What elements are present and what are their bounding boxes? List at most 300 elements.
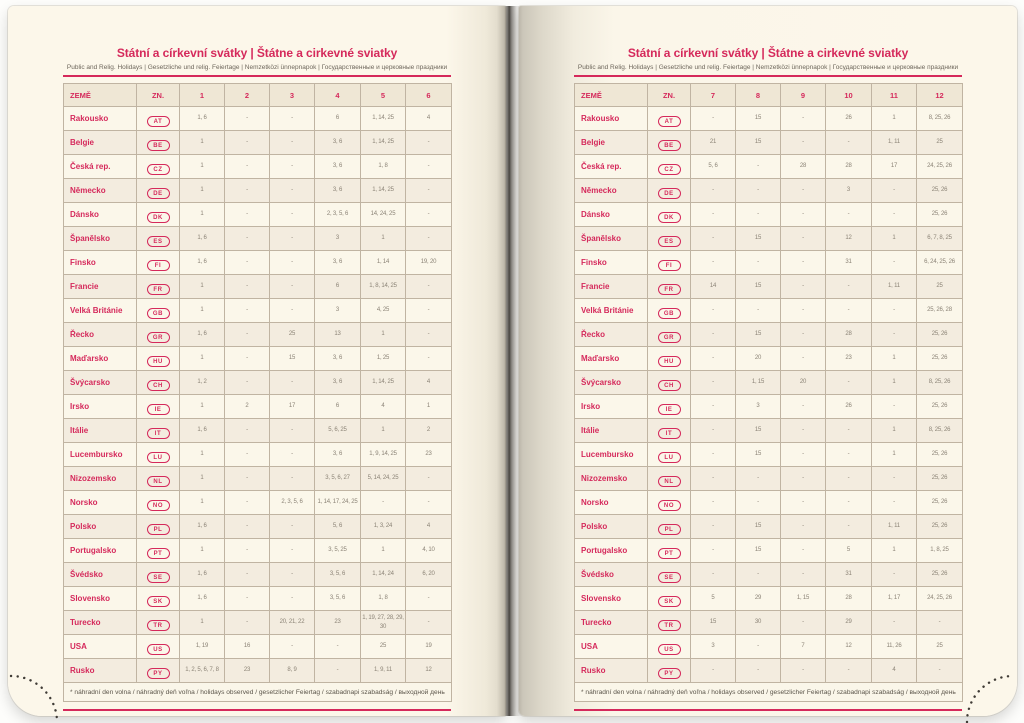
holiday-days-cell: 15 xyxy=(736,443,781,467)
country-name: Dánsko xyxy=(64,203,137,227)
table-row xyxy=(64,155,452,179)
country-code-badge: BE xyxy=(147,140,170,151)
holiday-days-cell: - xyxy=(826,299,872,323)
holiday-days-cell: 1, 15 xyxy=(781,587,826,611)
holiday-days-cell: - xyxy=(691,467,736,491)
holiday-days-cell: 25 xyxy=(361,635,406,659)
holiday-days-cell: - xyxy=(406,299,452,323)
country-name: Nizozemsko xyxy=(64,467,137,491)
holiday-days-cell: - xyxy=(225,515,270,539)
holiday-days-cell: 21 xyxy=(691,131,736,155)
holiday-days-cell: 15 xyxy=(736,107,781,131)
holiday-days-cell: 25, 26 xyxy=(917,467,963,491)
holiday-days-cell: 25, 26 xyxy=(917,203,963,227)
holiday-days-cell: - xyxy=(781,443,826,467)
country-code-cell xyxy=(648,611,691,635)
holiday-days-cell: 25, 26 xyxy=(917,443,963,467)
table-row xyxy=(64,299,452,323)
country-name: Irsko xyxy=(64,395,137,419)
country-code-cell xyxy=(137,611,180,635)
holiday-days-cell: 4 xyxy=(406,515,452,539)
holiday-days-cell: 1, 6 xyxy=(180,419,225,443)
country-name: Švédsko xyxy=(575,563,648,587)
holiday-days-cell: 3, 6 xyxy=(315,251,361,275)
country-code-cell xyxy=(648,347,691,371)
holiday-days-cell: 5, 6, 25 xyxy=(315,419,361,443)
country-code-badge: FI xyxy=(147,260,170,271)
holiday-days-cell: - xyxy=(736,299,781,323)
table-row xyxy=(64,491,452,515)
holiday-days-cell: - xyxy=(225,155,270,179)
table-row xyxy=(64,107,452,131)
country-code-badge: ES xyxy=(658,236,681,247)
country-name: Turecko xyxy=(64,611,137,635)
holiday-days-cell: 3, 5, 6, 27 xyxy=(315,467,361,491)
holiday-days-cell: - xyxy=(781,275,826,299)
holiday-days-cell: - xyxy=(225,299,270,323)
holiday-days-cell: 25, 26, 28 xyxy=(917,299,963,323)
holiday-days-cell: 1, 6 xyxy=(180,107,225,131)
holiday-days-cell: - xyxy=(406,227,452,251)
holiday-days-cell: 23 xyxy=(225,659,270,683)
holiday-days-cell: - xyxy=(781,467,826,491)
holiday-days-cell: 1 xyxy=(872,371,917,395)
holiday-days-cell: 1, 6 xyxy=(180,251,225,275)
holiday-days-cell: - xyxy=(872,563,917,587)
holiday-days-cell: - xyxy=(736,203,781,227)
page-title: Státní a církevní svátky | Štátne a cirkevné sviatky xyxy=(627,46,909,60)
country-code-cell xyxy=(137,587,180,611)
holiday-days-cell: - xyxy=(826,515,872,539)
table-row xyxy=(64,419,452,443)
table-row xyxy=(64,203,452,227)
country-name: Finsko xyxy=(575,251,648,275)
holiday-days-cell: 1, 8, 25 xyxy=(917,539,963,563)
country-name: Lucembursko xyxy=(64,443,137,467)
holiday-days-cell: 24, 25, 26 xyxy=(917,587,963,611)
country-code-cell xyxy=(648,323,691,347)
holiday-days-cell: 3, 6 xyxy=(315,347,361,371)
table-row xyxy=(575,155,963,179)
holiday-days-cell: 1 xyxy=(180,443,225,467)
holiday-days-cell: 23 xyxy=(826,347,872,371)
country-name: Norsko xyxy=(64,491,137,515)
holidays-table-months-1-6 xyxy=(63,83,452,702)
holiday-days-cell: 1, 8, 14, 25 xyxy=(361,275,406,299)
holiday-days-cell: - xyxy=(406,155,452,179)
holiday-days-cell: - xyxy=(826,443,872,467)
bottom-rule xyxy=(574,709,962,711)
holiday-days-cell: - xyxy=(270,467,315,491)
country-code-badge: PT xyxy=(147,548,170,559)
country-name: Řecko xyxy=(64,323,137,347)
holiday-days-cell: - xyxy=(225,107,270,131)
country-code-badge: PL xyxy=(147,524,170,535)
holiday-days-cell: 1 xyxy=(872,419,917,443)
holiday-days-cell: - xyxy=(826,419,872,443)
country-code-badge: PY xyxy=(147,668,170,679)
footnote-row xyxy=(64,683,452,702)
holiday-days-cell: - xyxy=(315,659,361,683)
column-header: 4 xyxy=(315,84,361,107)
holiday-days-cell: - xyxy=(736,563,781,587)
holiday-days-cell: - xyxy=(225,323,270,347)
holiday-days-cell: - xyxy=(225,467,270,491)
holiday-days-cell: 3, 5, 6 xyxy=(315,563,361,587)
holiday-days-cell: - xyxy=(691,419,736,443)
holiday-days-cell: 1 xyxy=(872,443,917,467)
holiday-days-cell: 19, 20 xyxy=(406,251,452,275)
holiday-days-cell: 1 xyxy=(406,395,452,419)
holiday-days-cell: - xyxy=(225,371,270,395)
holiday-days-cell: - xyxy=(270,299,315,323)
country-code-badge: BE xyxy=(658,140,681,151)
holiday-days-cell: - xyxy=(781,563,826,587)
country-code-cell xyxy=(137,443,180,467)
holiday-days-cell: 1, 11 xyxy=(872,515,917,539)
holiday-days-cell: 3 xyxy=(691,635,736,659)
holiday-days-cell: - xyxy=(270,251,315,275)
holiday-days-cell: 4, 10 xyxy=(406,539,452,563)
holiday-days-cell: - xyxy=(872,323,917,347)
holiday-days-cell: - xyxy=(736,155,781,179)
holiday-days-cell: 13 xyxy=(315,323,361,347)
holiday-days-cell: 15 xyxy=(691,611,736,635)
holiday-days-cell: - xyxy=(872,491,917,515)
country-name: Německo xyxy=(575,179,648,203)
country-name: USA xyxy=(64,635,137,659)
country-name: Česká rep. xyxy=(64,155,137,179)
table-row xyxy=(575,611,963,635)
country-code-badge: SK xyxy=(147,596,170,607)
country-code-badge: GB xyxy=(147,308,170,319)
holiday-days-cell: 15 xyxy=(736,539,781,563)
country-code-cell xyxy=(648,395,691,419)
table-row xyxy=(575,587,963,611)
country-code-badge: HU xyxy=(658,356,681,367)
holiday-days-cell: 11, 26 xyxy=(872,635,917,659)
holiday-days-cell: - xyxy=(225,251,270,275)
holiday-days-cell: 8, 25, 26 xyxy=(917,419,963,443)
holiday-days-cell: - xyxy=(270,275,315,299)
country-code-badge: IE xyxy=(658,404,681,415)
holiday-days-cell: - xyxy=(917,611,963,635)
holiday-days-cell: 8, 9 xyxy=(270,659,315,683)
holiday-days-cell: 4 xyxy=(406,371,452,395)
holiday-days-cell: - xyxy=(225,563,270,587)
country-code-badge: NO xyxy=(147,500,170,511)
country-code-badge: GR xyxy=(147,332,170,343)
country-code-cell xyxy=(648,419,691,443)
country-code-badge: LU xyxy=(658,452,681,463)
table-row xyxy=(64,611,452,635)
holiday-days-cell: 2, 3, 5, 6 xyxy=(315,203,361,227)
holiday-days-cell: 1 xyxy=(872,347,917,371)
table-row xyxy=(64,395,452,419)
column-header: 7 xyxy=(691,84,736,107)
country-code-badge: LU xyxy=(147,452,170,463)
country-code-cell xyxy=(137,515,180,539)
holiday-days-cell: 1, 6 xyxy=(180,515,225,539)
column-header: 3 xyxy=(270,84,315,107)
country-code-badge: TR xyxy=(147,620,170,631)
holiday-days-cell: - xyxy=(361,491,406,515)
holiday-days-cell: - xyxy=(826,203,872,227)
holiday-days-cell: 1, 17 xyxy=(872,587,917,611)
table-row xyxy=(575,635,963,659)
country-code-cell xyxy=(648,275,691,299)
column-header: 10 xyxy=(826,84,872,107)
holiday-days-cell: 1 xyxy=(180,275,225,299)
country-code-badge: DE xyxy=(147,188,170,199)
holiday-days-cell: 31 xyxy=(826,251,872,275)
country-code-badge: ES xyxy=(147,236,170,247)
table-row xyxy=(64,443,452,467)
holiday-days-cell: - xyxy=(691,515,736,539)
column-header: 12 xyxy=(917,84,963,107)
holiday-days-cell: - xyxy=(781,227,826,251)
holiday-days-cell: 5 xyxy=(826,539,872,563)
holiday-days-cell: 6, 24, 25, 26 xyxy=(917,251,963,275)
holiday-days-cell: - xyxy=(270,563,315,587)
holiday-days-cell: 1, 14, 25 xyxy=(361,371,406,395)
holiday-days-cell: 29 xyxy=(826,611,872,635)
country-code-cell xyxy=(137,107,180,131)
holiday-days-cell: 23 xyxy=(406,443,452,467)
column-header: ZN. xyxy=(648,84,691,107)
column-header: ZEMĚ xyxy=(64,84,137,107)
holiday-days-cell: 1 xyxy=(872,539,917,563)
holiday-days-cell: - xyxy=(781,203,826,227)
holiday-days-cell: 17 xyxy=(872,155,917,179)
holiday-days-cell: 1 xyxy=(872,107,917,131)
column-header: ZEMĚ xyxy=(575,84,648,107)
holiday-days-cell: 7 xyxy=(781,635,826,659)
holiday-days-cell: 4, 25 xyxy=(361,299,406,323)
country-name: Francie xyxy=(64,275,137,299)
country-code-cell xyxy=(137,491,180,515)
holiday-days-cell: - xyxy=(270,635,315,659)
country-code-cell xyxy=(137,539,180,563)
holiday-days-cell: 1 xyxy=(180,611,225,635)
country-code-cell xyxy=(648,635,691,659)
holiday-days-cell: 1, 19 xyxy=(180,635,225,659)
holiday-days-cell: 3, 5, 6 xyxy=(315,587,361,611)
country-code-cell xyxy=(137,635,180,659)
holiday-days-cell: 1 xyxy=(180,491,225,515)
holiday-days-cell: - xyxy=(691,203,736,227)
holiday-days-cell: - xyxy=(781,179,826,203)
holiday-days-cell: 1 xyxy=(361,539,406,563)
holiday-days-cell: 3, 6 xyxy=(315,371,361,395)
holiday-days-cell: 25, 26 xyxy=(917,347,963,371)
holiday-days-cell: 20 xyxy=(781,371,826,395)
table-row xyxy=(575,491,963,515)
country-code-cell xyxy=(137,395,180,419)
holiday-days-cell: 15 xyxy=(736,323,781,347)
country-code-badge: FR xyxy=(658,284,681,295)
holiday-days-cell: - xyxy=(406,491,452,515)
country-name: Belgie xyxy=(64,131,137,155)
holiday-days-cell: - xyxy=(781,539,826,563)
holiday-days-cell: 25, 26 xyxy=(917,491,963,515)
country-code-cell xyxy=(648,491,691,515)
country-code-cell xyxy=(137,323,180,347)
holiday-days-cell: - xyxy=(691,539,736,563)
country-code-badge: DK xyxy=(658,212,681,223)
table-row xyxy=(575,275,963,299)
table-row xyxy=(575,323,963,347)
holiday-days-cell: 1 xyxy=(180,539,225,563)
holiday-days-cell: - xyxy=(736,491,781,515)
table-row xyxy=(64,635,452,659)
holiday-days-cell: - xyxy=(225,131,270,155)
holiday-days-cell: 1, 6 xyxy=(180,323,225,347)
column-header: 5 xyxy=(361,84,406,107)
country-name: Itálie xyxy=(575,419,648,443)
holiday-days-cell: - xyxy=(406,203,452,227)
table-row xyxy=(575,395,963,419)
country-code-cell xyxy=(137,251,180,275)
holiday-days-cell: 15 xyxy=(736,515,781,539)
holiday-days-cell: 1, 9, 11 xyxy=(361,659,406,683)
holiday-days-cell: 1, 3, 24 xyxy=(361,515,406,539)
holiday-days-cell: 1, 2 xyxy=(180,371,225,395)
country-code-badge: PY xyxy=(658,668,681,679)
holiday-days-cell: - xyxy=(225,275,270,299)
holiday-days-cell: 1, 14, 25 xyxy=(361,179,406,203)
country-name: Švýcarsko xyxy=(575,371,648,395)
holiday-days-cell: 2 xyxy=(225,395,270,419)
holiday-days-cell: - xyxy=(691,299,736,323)
holiday-days-cell: 19 xyxy=(406,635,452,659)
holiday-days-cell: - xyxy=(406,467,452,491)
holiday-days-cell: - xyxy=(872,203,917,227)
table-row xyxy=(575,515,963,539)
country-code-badge: US xyxy=(658,644,681,655)
country-code-cell xyxy=(137,347,180,371)
country-name: Francie xyxy=(575,275,648,299)
holiday-days-cell: - xyxy=(225,443,270,467)
holiday-days-cell: 1, 14, 24 xyxy=(361,563,406,587)
holiday-days-cell: 1, 14, 25 xyxy=(361,131,406,155)
holiday-days-cell: 25, 26 xyxy=(917,323,963,347)
table-row xyxy=(64,371,452,395)
holiday-days-cell: 15 xyxy=(736,227,781,251)
table-row xyxy=(64,131,452,155)
country-code-cell xyxy=(648,179,691,203)
country-name: USA xyxy=(575,635,648,659)
holiday-days-cell: - xyxy=(872,611,917,635)
table-row xyxy=(575,347,963,371)
table-row xyxy=(575,467,963,491)
holiday-days-cell: 1 xyxy=(180,155,225,179)
country-name: Portugalsko xyxy=(64,539,137,563)
holiday-days-cell: 1 xyxy=(872,227,917,251)
holiday-days-cell: 28 xyxy=(826,155,872,179)
column-header: ZN. xyxy=(137,84,180,107)
holiday-days-cell: 29 xyxy=(736,587,781,611)
holiday-days-cell: - xyxy=(315,635,361,659)
holiday-days-cell: - xyxy=(406,323,452,347)
holiday-days-cell: 1 xyxy=(180,179,225,203)
holiday-days-cell: - xyxy=(781,131,826,155)
country-code-badge: NL xyxy=(658,476,681,487)
holiday-days-cell: 26 xyxy=(826,107,872,131)
table-row xyxy=(575,419,963,443)
holiday-days-cell: 3, 6 xyxy=(315,179,361,203)
holiday-days-cell: - xyxy=(781,347,826,371)
country-code-cell xyxy=(137,227,180,251)
holiday-days-cell: - xyxy=(225,179,270,203)
holiday-days-cell: 3, 6 xyxy=(315,443,361,467)
holiday-days-cell: 3 xyxy=(826,179,872,203)
table-row xyxy=(64,467,452,491)
holidays-table-months-7-12 xyxy=(574,83,963,702)
holiday-days-cell: - xyxy=(225,227,270,251)
holiday-days-cell: 12 xyxy=(826,635,872,659)
holiday-days-cell: - xyxy=(270,203,315,227)
holiday-days-cell: 20, 21, 22 xyxy=(270,611,315,635)
holiday-days-cell: - xyxy=(781,419,826,443)
country-name: Nizozemsko xyxy=(575,467,648,491)
holiday-days-cell: 15 xyxy=(736,275,781,299)
country-code-badge: PL xyxy=(658,524,681,535)
holiday-days-cell: 1, 2, 5, 6, 7, 8 xyxy=(180,659,225,683)
country-code-cell xyxy=(648,299,691,323)
country-code-badge: IT xyxy=(147,428,170,439)
table-row xyxy=(575,443,963,467)
country-code-badge: HU xyxy=(147,356,170,367)
country-code-cell xyxy=(648,443,691,467)
holiday-days-cell: 25, 26 xyxy=(917,395,963,419)
country-code-cell xyxy=(648,131,691,155)
country-code-badge: CZ xyxy=(147,164,170,175)
holiday-days-cell: 2 xyxy=(406,419,452,443)
holiday-days-cell: 30 xyxy=(736,611,781,635)
country-code-cell xyxy=(648,515,691,539)
holiday-days-cell: 14 xyxy=(691,275,736,299)
table-row xyxy=(64,251,452,275)
table-row xyxy=(575,227,963,251)
page-title: Státní a církevní svátky | Štátne a cirkevné sviatky xyxy=(116,46,398,60)
country-name: Dánsko xyxy=(575,203,648,227)
holiday-days-cell: - xyxy=(826,491,872,515)
holiday-days-cell: - xyxy=(872,179,917,203)
holiday-days-cell: 2, 3, 5, 6 xyxy=(270,491,315,515)
table-row xyxy=(575,131,963,155)
country-name: Rusko xyxy=(64,659,137,683)
holiday-days-cell: - xyxy=(781,251,826,275)
country-name: Rakousko xyxy=(575,107,648,131)
holiday-days-cell: 1, 6 xyxy=(180,227,225,251)
holiday-days-cell: - xyxy=(826,659,872,683)
country-code-cell xyxy=(648,155,691,179)
country-name: Finsko xyxy=(64,251,137,275)
country-code-badge: CH xyxy=(658,380,681,391)
holiday-days-cell: 1, 6 xyxy=(180,563,225,587)
holiday-days-cell: 8, 25, 26 xyxy=(917,371,963,395)
table-row xyxy=(64,275,452,299)
holiday-days-cell: 6 xyxy=(315,107,361,131)
holiday-days-cell: - xyxy=(826,275,872,299)
holiday-days-cell: 24, 25, 26 xyxy=(917,155,963,179)
country-name: Belgie xyxy=(575,131,648,155)
holiday-days-cell: - xyxy=(406,611,452,635)
country-code-cell xyxy=(137,131,180,155)
holiday-days-cell: - xyxy=(691,395,736,419)
country-code-cell xyxy=(137,371,180,395)
